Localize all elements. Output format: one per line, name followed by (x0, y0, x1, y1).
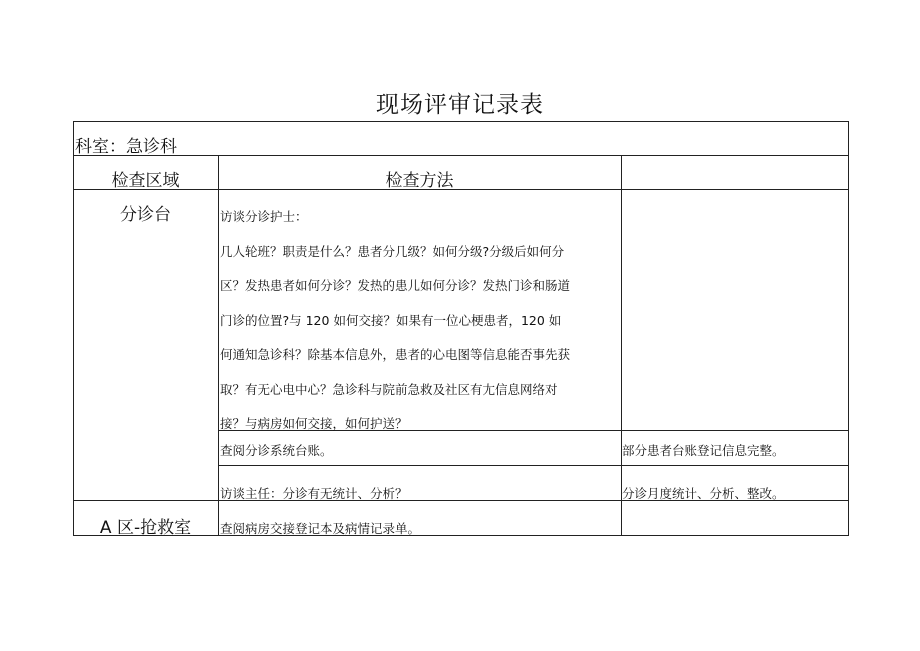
table-col-divider (218, 155, 219, 536)
area-cell: A 区-抢救室 (99, 518, 192, 538)
method-line: 门诊的位置?与 120 如何交接？如果有一位心梗患者，120 如 (220, 312, 562, 328)
header-area: 检查区域 (111, 171, 180, 191)
result-cell: 部分患者台账登记信息完整。 (622, 443, 785, 458)
method-cell: 查阅病房交接登记本及病情记录单。 (220, 521, 421, 536)
method-line: 接？与病房如何交接，如何护送？ (220, 416, 408, 431)
table-rule (73, 155, 849, 156)
method-cell: 查阅分诊系统台账。 (220, 443, 333, 458)
method-line: 何通知急诊科？除基本信息外，患者的心电图等信息能否事先获 (220, 347, 571, 362)
table-border-right (848, 121, 849, 536)
table-border-top (73, 121, 849, 122)
area-cell: 分诊台 (120, 205, 171, 225)
method-line: 几人轮班？职责是什么？患者分几级？如何分级?分级后如何分 (220, 243, 565, 259)
method-line: 取？有无心电中心？急诊科与院前急救及社区有尢信息网络对 (220, 381, 558, 397)
header-method: 检查方法 (385, 171, 454, 191)
table-col-divider (621, 155, 622, 536)
method-text-block (220, 208, 620, 450)
review-record-table (73, 121, 848, 536)
result-cell: 分诊月度统计、分析、整改。 (622, 486, 785, 501)
department-label: 科室：急诊科 (75, 137, 177, 157)
method-line: 区？发热患者如何分诊？发热的患儿如何分诊？发热门诊和肠道 (220, 278, 571, 293)
method-line: 访谈分诊护士： (220, 209, 308, 224)
table-rule (218, 465, 849, 466)
document-title: 现场评审记录表 (376, 92, 544, 118)
method-cell: 访谈主任：分诊有无统计、分析？ (220, 486, 408, 501)
